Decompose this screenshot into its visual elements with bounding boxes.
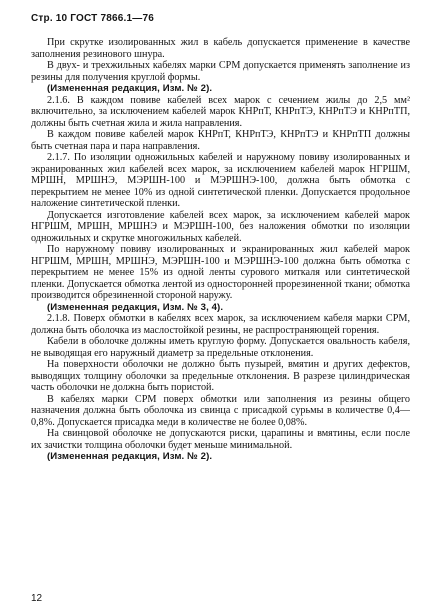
page-number: 12 <box>31 593 43 604</box>
paragraph: По наружному повиву изолированных и экранированных жил кабелей марок НГРШМ, МРШН, МРШНЭ, МЭРШН-100 и МЭРШНЭ-100 должна быть обмотка с перекрытием не менее 15% из одной ленты сурового миткаля или синтетической пленки. Допускается обмотка лентой из односторонней прорезиненной ткани; обмотка производится обрезиненной стороной наружу. <box>31 244 410 301</box>
paragraph: 2.1.7. По изоляции одножильных кабелей и наружному повиву изолированных и экранированных жил кабелей всех марок, за исключением кабелей марок НГРШМ, МРШН, МРШНЭ, МЭРШН-100 и МЭРШНЭ-100, должна быть обмотка с перекрытием не менее 10% из одной синтетической пленки. Допускается продольное наложение синтетической пленки. <box>31 152 410 209</box>
page-header: Стр. 10 ГОСТ 7866.1—76 <box>31 13 154 24</box>
paragraph: В кабелях марки СРМ поверх обмотки или заполнения из резины общего назначения должна быть оболочка из свинца с присадкой сурьмы в количестве 0,4—0,8%. Допускается присадка меди в количестве не более 0,08%. <box>31 393 410 428</box>
paragraph: 2.1.8. Поверх обмотки в кабелях всех марок, за исключением кабеля марки СРМ, должна быть оболочка из маслостойкой резины, не распространяющей горения. <box>31 313 410 336</box>
paragraph: Допускается изготовление кабелей всех марок, за исключением кабелей марок НГРШМ, МРШН, МРШНЭ и МЭРШН-100, без наложения обмотки по изоляции одножильных и скрутке многожильных кабелей. <box>31 209 410 244</box>
paragraph: При скрутке изолированных жил в кабель допускается применение в качестве заполнения резинового шнура. <box>31 37 410 60</box>
paragraph: На поверхности оболочки не должно быть пузырей, вмятин и других дефектов, выводящих толщину оболочки за предельные отклонения. В разрезе цилиндрическая часть оболочки не должна быть пористой. <box>31 359 410 393</box>
paragraph: На свинцовой оболочке не допускаются риски, царапины и вмятины, если после их зачистки толщина оболочки будет меньше минимальной. <box>31 428 410 451</box>
amendment-note: (Измененная редакция, Изм. № 3, 4). <box>47 301 224 313</box>
paragraph: 2.1.6. В каждом повиве кабелей всех марок с сечением жилы до 2,5 мм² включительно, за исключением кабелей марок КНРпТ, КНРпТЭ, КНРпТЭ и КНРпТП, должны быть счетная жила и жила направления. <box>31 94 410 129</box>
paragraph: Кабели в оболочке должны иметь круглую форму. Допускается овальность кабеля, не выводящая его наружный диаметр за предельные отклонения. <box>31 336 410 359</box>
amendment-note: (Измененная редакция, Изм. № 2). <box>47 451 213 462</box>
document-body <box>31 37 410 463</box>
amendment-note: (Измененная редакция, Изм. № 2). <box>47 83 213 94</box>
paragraph: В каждом повиве кабелей марок КНРпТ, КНРпТЭ, КНРпТЭ и КНРпТП должны быть счетная пара и пара направления. <box>31 129 410 152</box>
paragraph: В двух- и трехжильных кабелях марки СРМ допускается применять заполнение из резины для получения круглой формы. <box>31 60 410 83</box>
